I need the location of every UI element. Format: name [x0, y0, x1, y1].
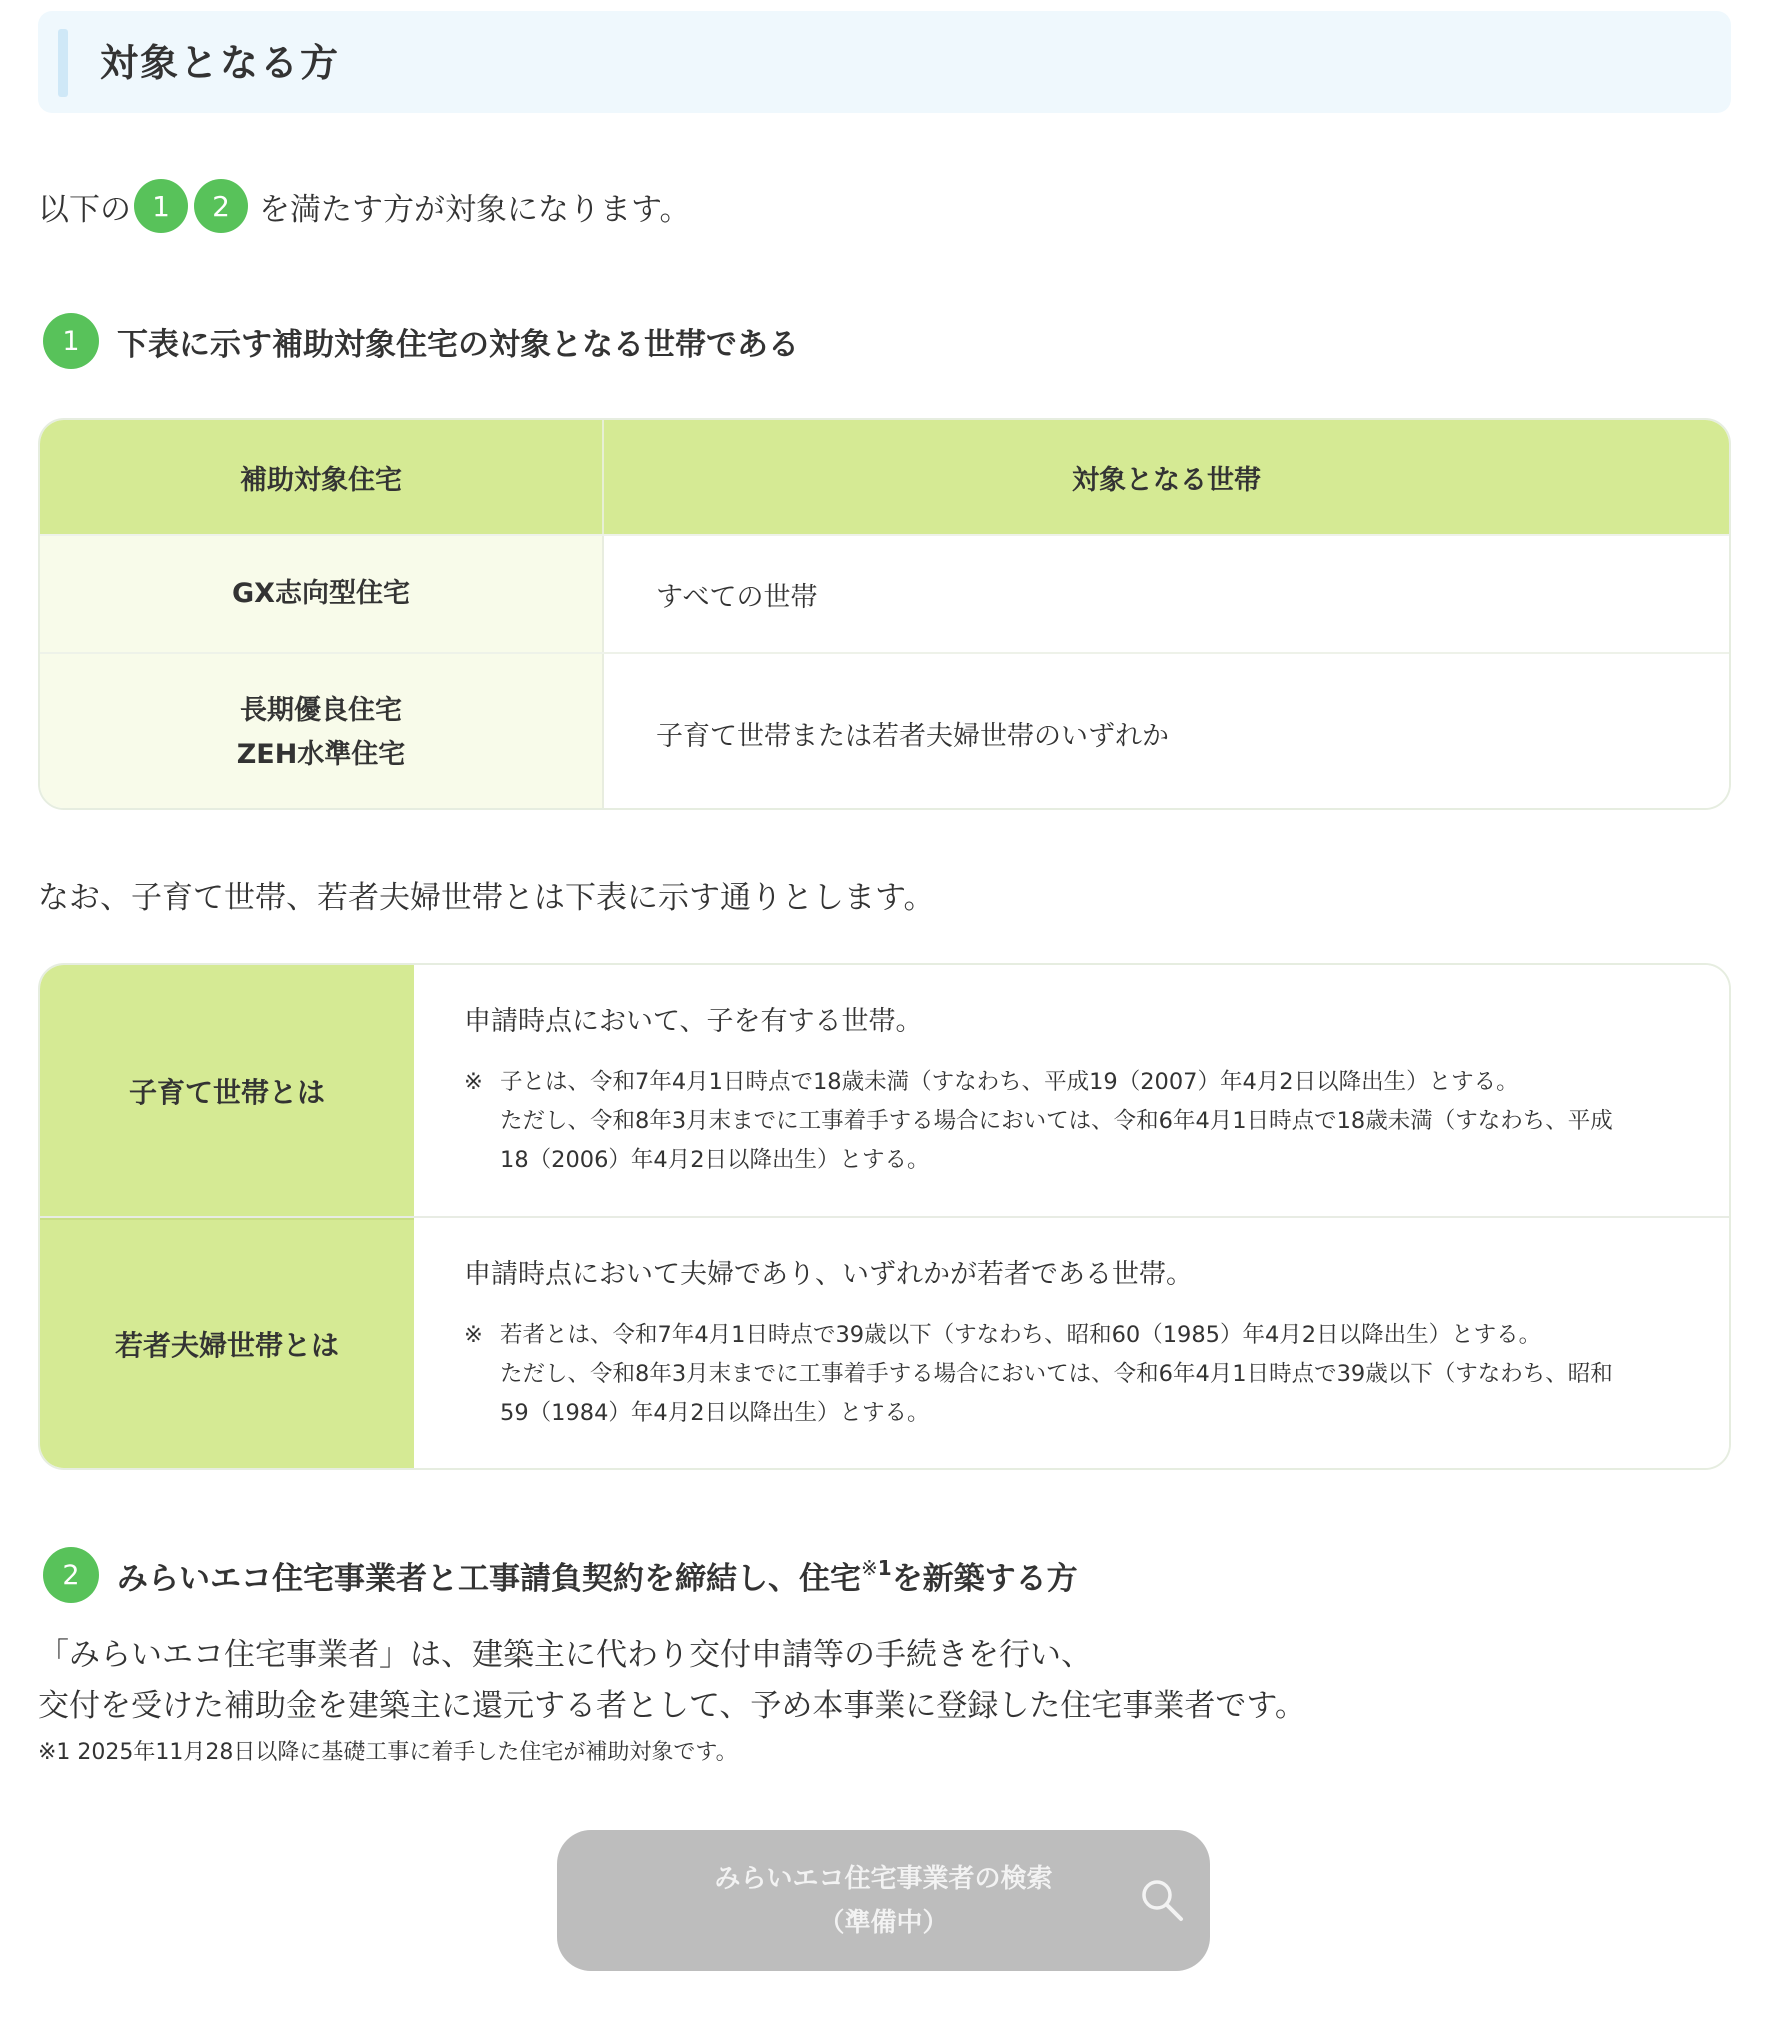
households-cell: 子育て世帯または若者夫婦世帯のいずれか: [604, 654, 1729, 810]
definition-note: [464, 1316, 1681, 1433]
housing-type: GX志向型住宅: [232, 578, 410, 609]
condition-1-heading: [43, 313, 799, 369]
definition-main: 申請時点において、子を有する世帯。: [464, 1006, 923, 1037]
definition-note: [464, 1063, 1681, 1180]
housing-table: [38, 418, 1731, 810]
note-mark: ※: [464, 1322, 483, 1348]
footnote-ref: [861, 1556, 892, 1580]
housing-type: 長期優良住宅: [240, 695, 402, 726]
note-line: ただし、令和8年3月末までに工事着手する場合においては、令和6年4月1日時点で39歳以下（すなわち、昭和: [500, 1361, 1613, 1387]
table-row: [40, 1216, 1729, 1468]
definition-body: [414, 1218, 1729, 1468]
condition-badge-1: 1: [134, 179, 188, 233]
condition-2-badge: 2: [43, 1547, 99, 1603]
housing-type: ZEH水準住宅: [236, 739, 406, 770]
condition-2-title-after: を新築する方: [891, 1560, 1078, 1597]
footnote: ※1 2025年11月28日以降に基礎工事に着手した住宅が補助対象です。: [38, 1740, 738, 1765]
condition-badge-2: 2: [194, 179, 248, 233]
footnote-ref-mark: ※: [861, 1555, 878, 1580]
intro-before: 以下の: [38, 191, 131, 228]
housing-table-header: [40, 420, 1729, 534]
description-line: 「みらいエコ住宅事業者」は、建築主に代わり交付申請等の手続きを行い、: [38, 1637, 1092, 1673]
condition-2-heading: [43, 1547, 1078, 1603]
note-line: 子とは、令和7年4月1日時点で18歳未満（すなわち、平成19（2007）年4月2日以降出生）とする。: [500, 1069, 1519, 1095]
heading-accent-bar: [58, 29, 68, 97]
table-row: [40, 652, 1729, 810]
households-cell: すべての世帯: [604, 536, 1729, 652]
housing-type-cell: [40, 536, 604, 652]
definition-main: 申請時点において夫婦であり、いずれかが若者である世帯。: [464, 1259, 1193, 1290]
housing-type-cell: [40, 654, 604, 810]
search-business-button[interactable]: [557, 1830, 1210, 1971]
search-button-label: みらいエコ住宅事業者の検索: [714, 1863, 1053, 1894]
condition-2-description: [38, 1630, 1306, 1732]
definition-label: 若者夫婦世帯とは: [40, 1218, 414, 1468]
intro-text: [38, 176, 691, 236]
intro-after: を満たす方が対象になります。: [259, 191, 691, 228]
table-row: [40, 965, 1729, 1216]
footnote-ref-number: 1: [877, 1555, 892, 1580]
condition-2-title: [117, 1553, 1078, 1598]
section-title: 対象となる方: [100, 41, 341, 85]
definition-table: [38, 963, 1731, 1470]
note-line: 59（1984）年4月2日以降出生）とする。: [500, 1400, 930, 1426]
header-households: 対象となる世帯: [1072, 464, 1261, 496]
condition-1-title: 下表に示す補助対象住宅の対象となる世帯である: [117, 326, 799, 363]
note-line: 18（2006）年4月2日以降出生）とする。: [500, 1147, 930, 1173]
definition-body: [414, 965, 1729, 1216]
condition-1-badge: 1: [43, 313, 99, 369]
search-icon: [1140, 1878, 1184, 1922]
note-mark: ※: [464, 1069, 483, 1095]
description-line: 交付を受けた補助金を建築主に還元する者として、予め本事業に登録した住宅事業者です。: [38, 1688, 1306, 1724]
header-housing: 補助対象住宅: [40, 420, 604, 534]
note-line: 若者とは、令和7年4月1日時点で39歳以下（すなわち、昭和60（1985）年4月2日以降出生）とする。: [500, 1322, 1542, 1348]
condition-2-title-before: みらいエコ住宅事業者と工事請負契約を締結し、住宅: [117, 1560, 861, 1597]
table-row: [40, 534, 1729, 652]
search-button-status: （準備中）: [818, 1907, 949, 1938]
definition-intro: なお、子育て世帯、若者夫婦世帯とは下表に示す通りとします。: [38, 880, 935, 916]
section-heading: [38, 11, 1731, 113]
definition-label: 子育て世帯とは: [40, 965, 414, 1216]
note-line: ただし、令和8年3月末までに工事着手する場合においては、令和6年4月1日時点で18歳未満（すなわち、平成: [500, 1108, 1613, 1134]
